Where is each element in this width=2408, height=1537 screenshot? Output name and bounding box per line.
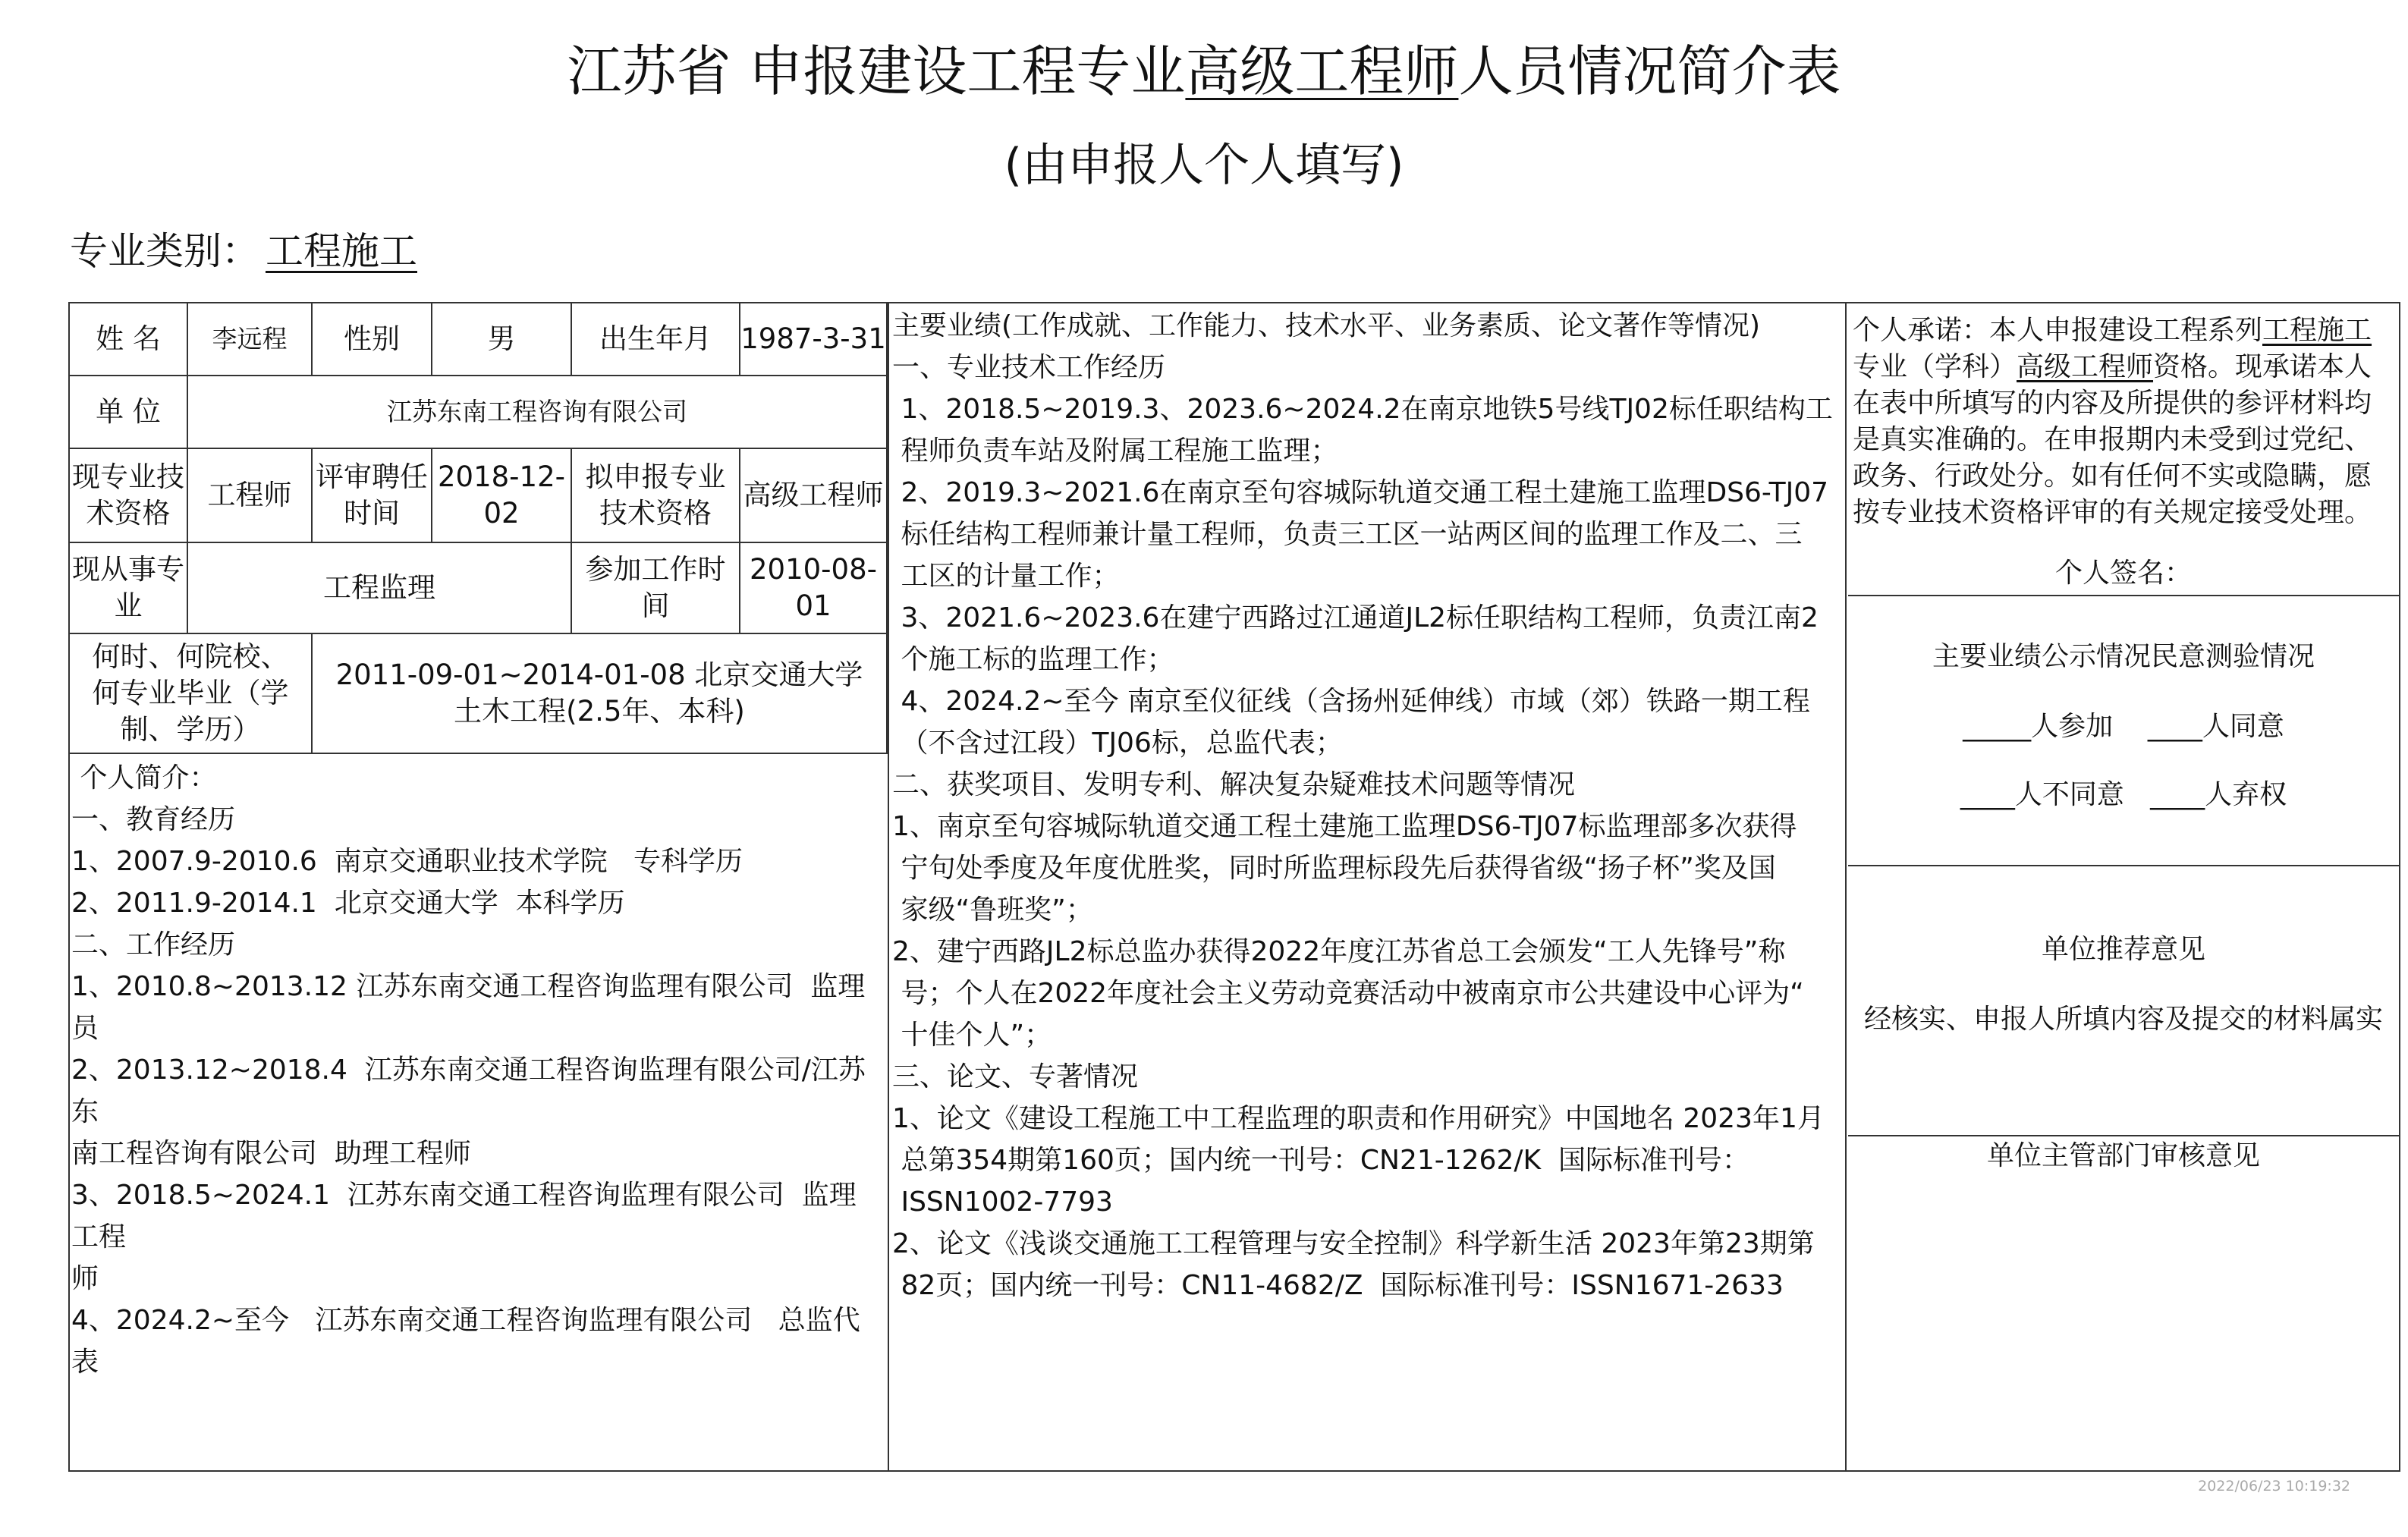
achievement-line: 4、2024.2~至今 南京至仪征线（含扬州延伸线）市域（郊）铁路一期工程 <box>892 686 1810 717</box>
unit-value: 江苏东南工程咨询有限公司 <box>188 376 888 449</box>
gender-label: 性别 <box>313 303 432 376</box>
achievement-line: 个施工标的监理工作； <box>892 644 1174 675</box>
achievement-line: 二、获奖项目、发明专利、解决复杂疑难技术问题等情况 <box>892 769 1576 800</box>
achievement-line: 工区的计量工作； <box>892 561 1120 592</box>
grad-value: 2011-09-01~2014-01-08 北京交通大学 土木工程(2.5年、本科) <box>313 634 888 754</box>
intro-line: 2、2011.9-2014.1 北京交通大学 本科学历 <box>71 888 625 919</box>
achievement-line: 82页；国内统一刊号：CN11-4682/Z 国际标准刊号：ISSN1671-2633 <box>892 1270 1784 1301</box>
form-title <box>0 33 2408 109</box>
achievement-line: 2、建宁西路JL2标总监办获得2022年度江苏省总工会颁发“工人先锋号”称 <box>892 936 1786 967</box>
pledge-specialty: 工程施工 <box>2262 315 2372 346</box>
apply-label: 拟申报专业技术资格 <box>572 449 740 543</box>
intro-line: 3、2018.5~2024.1 江苏东南交通工程咨询监理有限公司 监理工程 <box>71 1180 857 1253</box>
birth-label: 出生年月 <box>572 303 740 376</box>
signature-label: 个人签名： <box>2054 558 2192 589</box>
achievement-line: 3、2021.6~2023.6在建宁西路过江通道JL2标任职结构工程师，负责江南2 <box>892 602 1819 633</box>
major-label: 现从事专业 <box>70 543 188 634</box>
category <box>70 225 417 278</box>
intro-line: 4、2024.2~至今 江苏东南交通工程咨询监理有限公司 总监代表 <box>71 1305 860 1378</box>
title-underlined: 高级工程师 <box>1185 39 1459 103</box>
grad-label: 何时、何院校、何专业毕业（学制、学历） <box>70 634 313 754</box>
achievement-line: 宁句处季度及年度优胜奖，同时所监理标段先后获得省级“扬子杯”奖及国 <box>892 853 1776 884</box>
intro-line: 1、2007.9-2010.6 南京交通职业技术学院 专科学历 <box>71 846 743 877</box>
achievement-line: 家级“鲁班奖”； <box>892 894 1093 926</box>
recommend-text: 经核实、申报人所填内容及提交的材料属实 <box>1863 1004 2383 1035</box>
intro-line: 1、2010.8~2013.12 江苏东南交通工程咨询监理有限公司 监理员 <box>71 971 866 1044</box>
achievement-line: 程师负责车站及附属工程施工监理； <box>892 435 1338 467</box>
column-divider-1 <box>888 302 889 1472</box>
major-value: 工程监理 <box>188 543 572 634</box>
pledge-text: 资格。现承诺本人在表中所填写的内容及所提供的参评材料均是真实准确的。在申报期内未受到过党纪、政务、行政处分。如有任何不实或隐瞒，愿按专业技术资格评审的有关规定接受处理。 <box>1853 351 2372 528</box>
achievements <box>892 305 1845 1306</box>
personal-pledge <box>1848 313 2399 531</box>
achievement-line: 2、论文《浅谈交通施工工程管理与安全控制》科学新生活 2023年第23期第 <box>892 1228 1815 1259</box>
survey-counts-1: _____人参加 ____人同意 <box>1963 711 2284 742</box>
intro-line: 一、教育经历 <box>71 804 236 835</box>
name-label: 姓 名 <box>70 303 188 376</box>
category-value: 工程施工 <box>266 229 417 273</box>
right-divider-3 <box>1848 1135 2400 1136</box>
intro-line: 师 <box>71 1263 99 1294</box>
achievement-line: 主要业绩(工作成就、工作能力、技术水平、业务素质、论文著作等情况) <box>892 310 1761 341</box>
name-value: 李远程 <box>188 303 313 376</box>
achievement-line: 三、论文、专著情况 <box>892 1061 1139 1092</box>
gender-value: 男 <box>432 303 572 376</box>
unit-label: 单 位 <box>70 376 188 449</box>
pledge-text: 专业（学科） <box>1853 351 2017 382</box>
column-divider-2 <box>1845 302 1847 1472</box>
right-divider-2 <box>1848 865 2400 866</box>
timestamp: 2022/06/23 10:19:32 <box>2198 1478 2350 1495</box>
appoint-label: 评审聘任时间 <box>313 449 432 543</box>
pledge-text: 个人承诺：本人申报建设工程系列 <box>1853 315 2263 346</box>
intro-line: 个人简介： <box>71 762 217 794</box>
achievement-line: 标任结构工程师兼计量工程师，负责三工区一站两区间的监理工作及二、三 <box>892 519 1803 550</box>
intro-line: 2、2013.12~2018.4 江苏东南交通工程咨询监理有限公司/江苏东 <box>71 1055 866 1127</box>
survey-counts-2: ____人不同意 ____人弃权 <box>1960 779 2287 810</box>
intro-line: 南工程咨询有限公司 助理工程师 <box>71 1138 471 1169</box>
qual-value: 工程师 <box>188 449 313 543</box>
achievement-line: 1、论文《建设工程施工中工程监理的职责和作用研究》中国地名 2023年1月 <box>892 1103 1825 1134</box>
work-label: 参加工作时间 <box>572 543 740 634</box>
qual-label: 现专业技术资格 <box>70 449 188 543</box>
achievement-line: 十佳个人”； <box>892 1020 1052 1051</box>
birth-value: 1987-3-31 <box>740 303 888 376</box>
intro-line: 二、工作经历 <box>71 929 236 960</box>
achievement-line: 1、2018.5~2019.3、2023.6~2024.2在南京地铁5号线TJ02标任职结构工 <box>892 394 1833 425</box>
appoint-value: 2018-12-02 <box>432 449 572 543</box>
survey-title: 主要业绩公示情况民意测验情况 <box>1932 641 2315 672</box>
achievement-line: 一、专业技术工作经历 <box>892 352 1166 383</box>
recommend-title: 单位推荐意见 <box>2041 934 2205 965</box>
achievement-line: 号；个人在2022年度社会主义劳动竞赛活动中被南京市公共建设中心评为“ <box>892 978 1804 1009</box>
right-divider-1 <box>1848 595 2400 596</box>
pledge-qualification: 高级工程师 <box>2017 351 2154 382</box>
title-prefix: 江苏省 申报建设工程专业 <box>567 39 1186 103</box>
personal-intro <box>71 757 883 1383</box>
review-title: 单位主管部门审核意见 <box>1986 1140 2260 1171</box>
achievement-line: 1、南京至句容城际轨道交通工程土建施工监理DS6-TJ07标监理部多次获得 <box>892 811 1797 842</box>
work-value: 2010-08-01 <box>740 543 888 634</box>
achievement-line: ISSN1002-7793 <box>892 1187 1113 1218</box>
title-suffix: 人员情况简介表 <box>1458 39 1841 103</box>
form-subtitle: (由申报人个人填写) <box>1004 139 1404 192</box>
apply-value: 高级工程师 <box>740 449 888 543</box>
achievement-line: （不含过江段）TJ06标，总监代表； <box>892 728 1343 759</box>
achievement-line: 总第354期第160页；国内统一刊号：CN21-1262/K 国际标准刊号： <box>892 1145 1749 1176</box>
achievement-line: 2、2019.3~2021.6在南京至句容城际轨道交通工程土建施工监理DS6-TJ07 <box>892 477 1829 508</box>
category-label: 专业类别： <box>70 229 259 273</box>
